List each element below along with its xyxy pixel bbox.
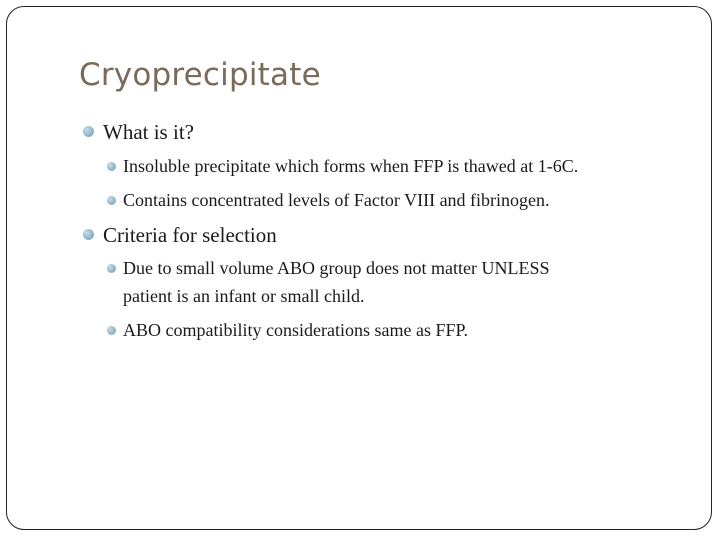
bullet-dot-icon — [83, 229, 94, 240]
bullet-text: Contains concentrated levels of Factor VIII and fibrinogen. — [123, 190, 550, 210]
bullet-text: ABO compatibility considerations same as FFP. — [123, 320, 468, 340]
bullet-dot-icon — [107, 264, 116, 273]
bullet-dot-icon — [107, 326, 116, 335]
sub-bullet-small-volume-continued: patient is an infant or small child. — [123, 286, 365, 306]
bullet-dot-icon — [107, 196, 116, 205]
bullet-criteria — [103, 223, 277, 248]
bullet-text: Criteria for selection — [103, 223, 277, 247]
slide-title: Cryoprecipitate — [79, 57, 321, 93]
bullet-text: Due to small volume ABO group does not matter UNLESS — [123, 258, 550, 278]
bullet-what-is-it — [103, 120, 194, 145]
sub-bullet-insoluble — [123, 156, 578, 177]
bullet-text: Insoluble precipitate which forms when FFP is thawed at 1-6C. — [123, 156, 579, 176]
bullet-dot-icon — [83, 126, 94, 137]
sub-bullet-contains — [123, 190, 550, 211]
sub-bullet-abo — [123, 320, 468, 341]
bullet-text: What is it? — [103, 120, 194, 144]
sub-bullet-small-volume — [123, 258, 549, 279]
bullet-dot-icon — [107, 162, 116, 171]
